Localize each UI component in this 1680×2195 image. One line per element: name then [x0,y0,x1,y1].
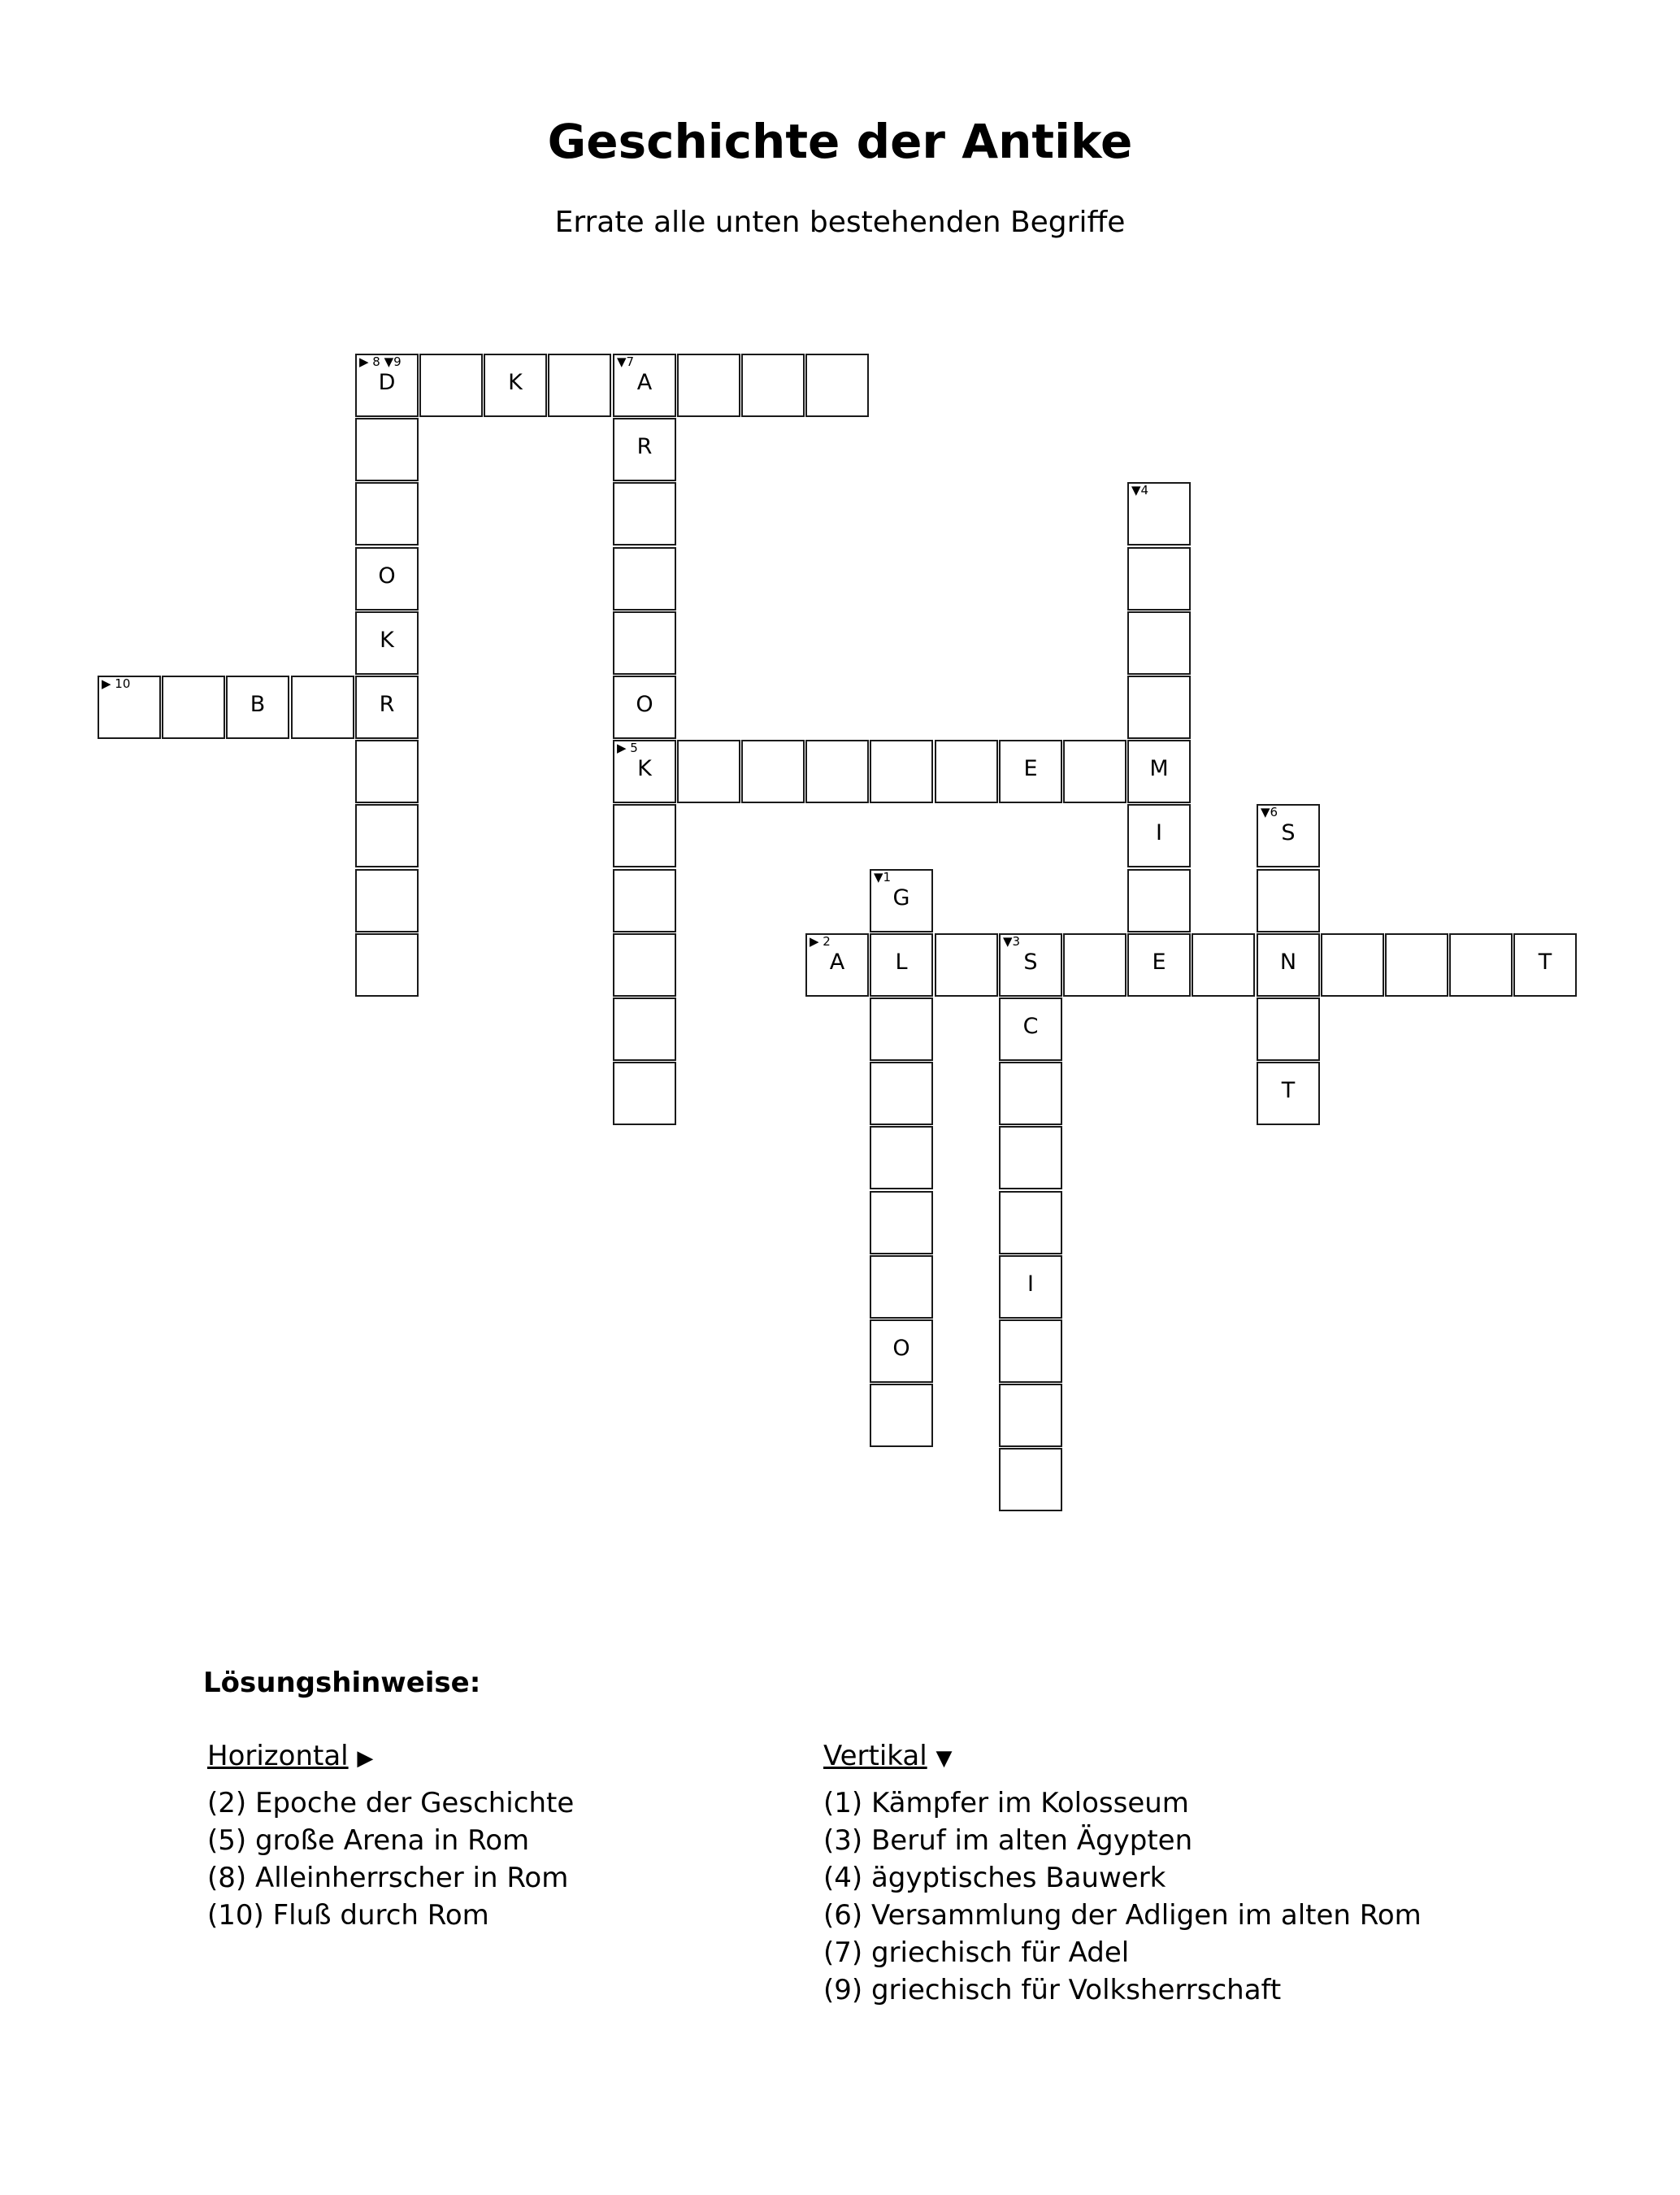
cell-letter: O [636,692,653,717]
crossword-cell[interactable] [870,1191,933,1254]
crossword-cell[interactable] [870,1062,933,1125]
crossword-cell[interactable] [613,547,676,611]
cell-letter: G [892,885,910,911]
cell-letter: T [1538,950,1552,975]
crossword-cell[interactable] [1127,547,1191,611]
crossword-cell[interactable] [226,676,289,739]
cell-letter: O [378,563,396,589]
crossword-cell[interactable] [1127,869,1191,932]
clue-vertical: (4) ägyptisches Bauwerk [823,1861,1166,1894]
clue-number: ▼6 [1261,805,1278,819]
crossword-cell[interactable] [1257,1062,1320,1125]
crossword-cell[interactable] [870,998,933,1061]
vertical-heading [823,1740,1422,1773]
crossword-cell[interactable] [355,482,419,545]
clue-vertical: (3) Beruf im alten Ägypten [823,1823,1193,1857]
crossword-cell[interactable] [613,1062,676,1125]
crossword-cell[interactable] [98,676,161,739]
crossword-cell[interactable] [1257,804,1320,867]
vertical-label: Vertikal [823,1740,927,1772]
crossword-cell[interactable] [1321,933,1384,997]
cell-letter: I [1156,820,1162,845]
clue-vertical: (7) griechisch für Adel [823,1936,1130,1969]
clue-vertical: (1) Kämpfer im Kolosseum [823,1786,1189,1819]
crossword-cell[interactable] [1063,740,1127,803]
crossword-cell[interactable] [741,354,805,417]
crossword-cell[interactable] [613,740,676,803]
cell-letter: E [1152,950,1166,975]
crossword-cell[interactable] [999,933,1062,997]
crossword-cell[interactable] [613,676,676,739]
arrow-right-icon: ▶ [357,1746,374,1771]
crossword-cell[interactable] [870,1319,933,1383]
clue-number: ▶ 8 ▼9 [359,354,402,369]
crossword-cell[interactable] [999,1384,1062,1447]
cell-letter: K [637,756,652,781]
clue-number: ▶ 10 [102,676,131,691]
crossword-cell[interactable] [355,547,419,611]
crossword-cell[interactable] [805,354,869,417]
crossword-cell[interactable] [935,740,998,803]
crossword-cell[interactable] [613,482,676,545]
crossword-cell[interactable] [355,933,419,997]
cell-letter: S [1023,950,1038,975]
crossword-cell[interactable] [291,676,354,739]
crossword-cell[interactable] [162,676,225,739]
crossword-cell[interactable] [613,804,676,867]
crossword-cell[interactable] [355,354,419,417]
crossword-cell[interactable] [999,998,1062,1061]
clue-vertical: (9) griechisch für Volksherrschaft [823,1973,1282,2006]
cell-letter: I [1027,1271,1034,1297]
crossword-cell[interactable] [355,676,419,739]
arrow-down-icon: ▼ [936,1746,953,1771]
cell-letter: A [829,950,845,975]
crossword-cell[interactable] [677,354,740,417]
crossword-cell[interactable] [870,869,933,932]
clue-number: ▼7 [617,354,635,369]
crossword-cell[interactable] [1127,933,1191,997]
crossword-cell[interactable] [1192,933,1255,997]
crossword-cell[interactable] [355,740,419,803]
crossword-cell[interactable] [1127,676,1191,739]
clue-horizontal: (10) Fluß durch Rom [207,1898,489,1932]
crossword-cell[interactable] [870,1255,933,1319]
crossword-cell[interactable] [1257,998,1320,1061]
crossword-cell[interactable] [870,740,933,803]
clue-number: ▼3 [1003,934,1021,949]
cell-letter: B [250,692,266,717]
crossword-cell[interactable] [805,933,869,997]
crossword-cell[interactable] [1513,933,1577,997]
crossword-cell[interactable] [1257,869,1320,932]
crossword-cell[interactable] [613,611,676,675]
cell-letter: L [895,950,908,975]
crossword-cell[interactable] [999,1126,1062,1189]
crossword-cell[interactable] [805,740,869,803]
crossword-cell[interactable] [1127,611,1191,675]
clue-horizontal: (5) große Arena in Rom [207,1823,530,1857]
crossword-cell[interactable] [1385,933,1448,997]
crossword-cell[interactable] [999,1319,1062,1383]
crossword-cell[interactable] [999,1448,1062,1511]
cell-letter: R [379,692,395,717]
crossword-cell[interactable] [1127,482,1191,545]
crossword-cell[interactable] [1127,740,1191,803]
crossword-cell[interactable] [613,869,676,932]
crossword-cell[interactable] [999,740,1062,803]
crossword-cell[interactable] [419,354,483,417]
crossword-cell[interactable] [870,933,933,997]
crossword-cell[interactable] [870,1384,933,1447]
clue-number: ▼4 [1131,483,1149,498]
clue-horizontal: (2) Epoche der Geschichte [207,1786,575,1819]
crossword-cell[interactable] [613,354,676,417]
cell-letter: K [380,628,394,653]
crossword-cell[interactable] [355,611,419,675]
crossword-cell[interactable] [484,354,547,417]
crossword-cell[interactable] [1449,933,1513,997]
cell-letter: D [378,370,396,395]
crossword-cell[interactable] [1257,933,1320,997]
crossword-cell[interactable] [935,933,998,997]
cell-letter: N [1279,950,1297,975]
crossword-cell[interactable] [613,998,676,1061]
crossword-cell[interactable] [548,354,611,417]
vertical-clues [823,1740,1422,2009]
clue-vertical: (6) Versammlung der Adligen im alten Rom [823,1898,1422,1932]
crossword-cell[interactable] [355,804,419,867]
clue-number: ▶ 2 [810,934,831,949]
cell-letter: S [1281,820,1296,845]
crossword-cell[interactable] [1127,804,1191,867]
horizontal-heading [207,1740,574,1773]
crossword-cell[interactable] [870,1126,933,1189]
cell-letter: O [892,1336,910,1361]
clue-number: ▶ 5 [617,741,638,755]
crossword-cell[interactable] [613,933,676,997]
crossword-cell[interactable] [999,1062,1062,1125]
cell-letter: K [508,370,523,395]
crossword-cell[interactable] [355,418,419,481]
crossword-cell[interactable] [999,1191,1062,1254]
crossword-cell[interactable] [677,740,740,803]
cell-letter: E [1023,756,1038,781]
crossword-cell[interactable] [355,869,419,932]
hints-heading: Lösungshinweise: [203,1667,481,1699]
horizontal-clues [207,1740,574,1934]
cell-letter: C [1022,1014,1039,1039]
clue-number: ▼1 [874,870,892,885]
page-subtitle: Errate alle unten bestehenden Begriffe [554,206,1126,239]
horizontal-label: Horizontal [207,1740,349,1772]
cell-letter: T [1281,1078,1296,1103]
cell-letter: R [636,434,653,459]
crossword-cell[interactable] [741,740,805,803]
cell-letter: M [1149,756,1169,781]
crossword-cell[interactable] [613,418,676,481]
crossword-cell[interactable] [999,1255,1062,1319]
clue-horizontal: (8) Alleinherrscher in Rom [207,1861,569,1894]
cell-letter: A [636,370,653,395]
crossword-cell[interactable] [1063,933,1127,997]
page-title: Geschichte der Antike [547,114,1133,169]
